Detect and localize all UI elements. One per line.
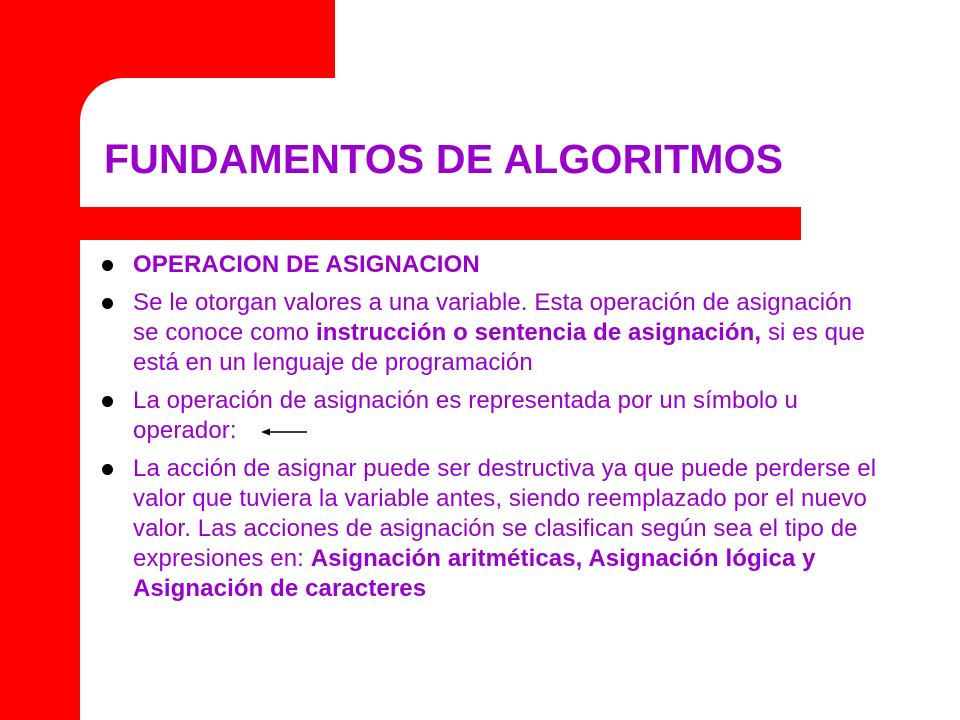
bullet-item-definicion bbox=[100, 288, 880, 378]
bullet-dot-icon bbox=[102, 260, 113, 271]
bullet-item-operacion bbox=[100, 250, 880, 280]
bullet-text: La operación de asignación es representada por un símbolo u operador: bbox=[133, 387, 799, 444]
bullet-item-operador bbox=[100, 386, 880, 446]
bullet-bold-text: Asignación aritméticas, Asignación lógica y Asignación de caracteres bbox=[133, 545, 816, 602]
bullet-bold-text: instrucción o sentencia de asignación, bbox=[315, 319, 762, 346]
left-arrow-icon bbox=[261, 426, 307, 438]
bullet-text: OPERACION DE ASIGNACION bbox=[133, 251, 480, 278]
slide-title: FUNDAMENTOS DE ALGORITMOS bbox=[104, 136, 784, 182]
bullet-dot-icon bbox=[102, 464, 113, 475]
bullet-text: La acción de asignar puede ser destructiva ya que puede perderse el valor que tuviera la variable antes, siendo reemplazado por el nuevo valor. Las acciones de asignación se clasifican según sea el tipo de expresiones en: bbox=[133, 455, 877, 572]
bullet-dot-icon bbox=[102, 298, 113, 309]
bullet-text-continued: si es que está en un lenguaje de programación bbox=[133, 319, 865, 376]
red-title-underline-bar bbox=[0, 207, 801, 240]
bullet-list bbox=[100, 250, 880, 612]
bullet-dot-icon bbox=[102, 396, 113, 407]
bullet-item-accion bbox=[100, 454, 880, 604]
bullet-text: Se le otorgan valores a una variable. Esta operación de asignación se conoce como bbox=[133, 289, 853, 346]
